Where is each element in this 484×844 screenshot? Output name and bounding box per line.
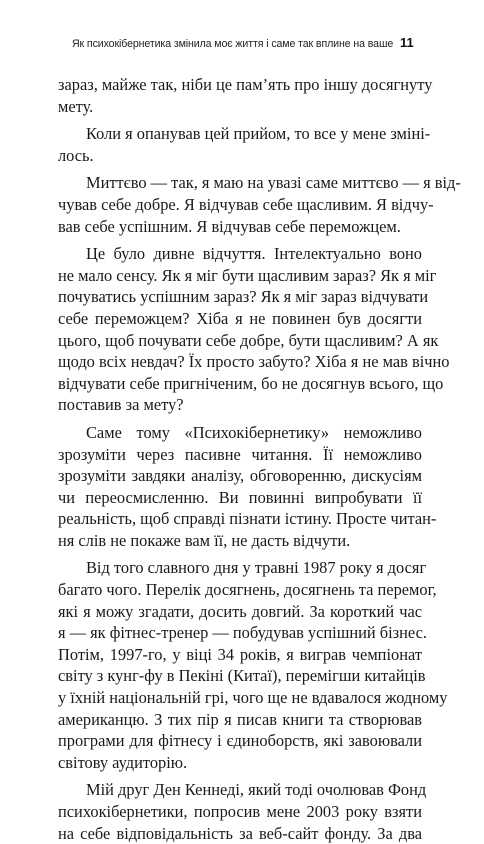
body-text bbox=[58, 74, 461, 844]
text-line: зрозуміти через пасивне читання. Її неможливо bbox=[58, 444, 422, 464]
running-head: Як психокібернетика змінила моє життя і саме так вплине на ваше bbox=[72, 38, 394, 50]
text-line: Від того славного дня у травні 1987 року я досяг bbox=[86, 558, 427, 578]
text-line: відчувати себе пригніченим, бо не досягнув всього, що bbox=[58, 373, 444, 393]
text-line: американцю. З тих пір я писав книги та створював bbox=[58, 709, 422, 729]
text-line: програми для фітнесу і єдиноборств, які завоювали bbox=[58, 731, 422, 751]
text-line: психокібернетики, попросив мене 2003 року взяти bbox=[58, 802, 422, 821]
text-line: на себе відповідальність за веб-сайт фонду. За два bbox=[58, 823, 422, 843]
page-number: 11 bbox=[400, 35, 414, 50]
text-line: Коли я опанував цей прийом, то все у мене змінi- bbox=[86, 124, 431, 144]
text-line: я — як фітнес-тренер — побудував успішний бізнес. bbox=[58, 623, 427, 643]
text-line: у їхній національній грі, чого ще не вдавалося жодному bbox=[58, 688, 448, 708]
text-line: щодо всіх невдач? Їх просто забуто? Хіба я не мав вічно bbox=[58, 352, 450, 372]
text-line: не мало сенсу. Як я міг бути щасливим зараз? Як я міг bbox=[58, 265, 437, 285]
text-line: світову аудиторію. bbox=[58, 752, 188, 772]
text-line: себе переможцем? Хіба я не повинен був досягти bbox=[58, 308, 422, 328]
text-line: реальність, щоб справді пізнати істину. Просте читан- bbox=[58, 509, 437, 529]
text-line: Мій друг Ден Кеннеді, який тоді очолював Фонд bbox=[86, 780, 427, 800]
text-line: поставив за мету? bbox=[58, 395, 184, 415]
text-line: мету. bbox=[58, 96, 94, 116]
text-line: ня слів не покаже вам її, не дасть відчути. bbox=[58, 530, 351, 550]
text-line: Потім, 1997-го, у віці 34 років, я виграв чемпіонат bbox=[58, 644, 422, 664]
text-line: цього, щоб почувати себе добре, бути щасливим? А як bbox=[58, 330, 439, 350]
text-line: почуватись успішним зараз? Як я міг зараз відчувати bbox=[58, 287, 429, 307]
text-line: світу з кунг-фу в Пекіні (Китаї), перемігши китайців bbox=[58, 666, 426, 686]
text-line: чував себе добре. Я відчував себе щасливим. Я відчу- bbox=[58, 194, 434, 214]
text-line: лось. bbox=[58, 145, 94, 165]
text-line: зрозуміти завдяки аналізу, обговоренню, дискусіям bbox=[58, 466, 422, 486]
text-line: Миттєво — так, я маю на увазі саме миттєво — я від- bbox=[86, 173, 461, 193]
text-line: які я можу згадати, досить довгий. За короткий час bbox=[58, 601, 422, 621]
text-line: вав себе успішним. Я відчував себе переможцем. bbox=[58, 216, 401, 236]
text-line: багато чого. Перелік досягнень, досягнень та перемог, bbox=[58, 580, 437, 600]
text-line: Саме тому «Психокібернетику» неможливо bbox=[86, 422, 422, 442]
text-line: Це було дивне відчуття. Інтелектуально воно bbox=[86, 244, 422, 264]
text-line: зараз, майже так, ніби це пам’ять про іншу досягнуту bbox=[58, 75, 433, 94]
text-line: чи переосмисленню. Ви повинні випробувати її bbox=[58, 487, 422, 507]
